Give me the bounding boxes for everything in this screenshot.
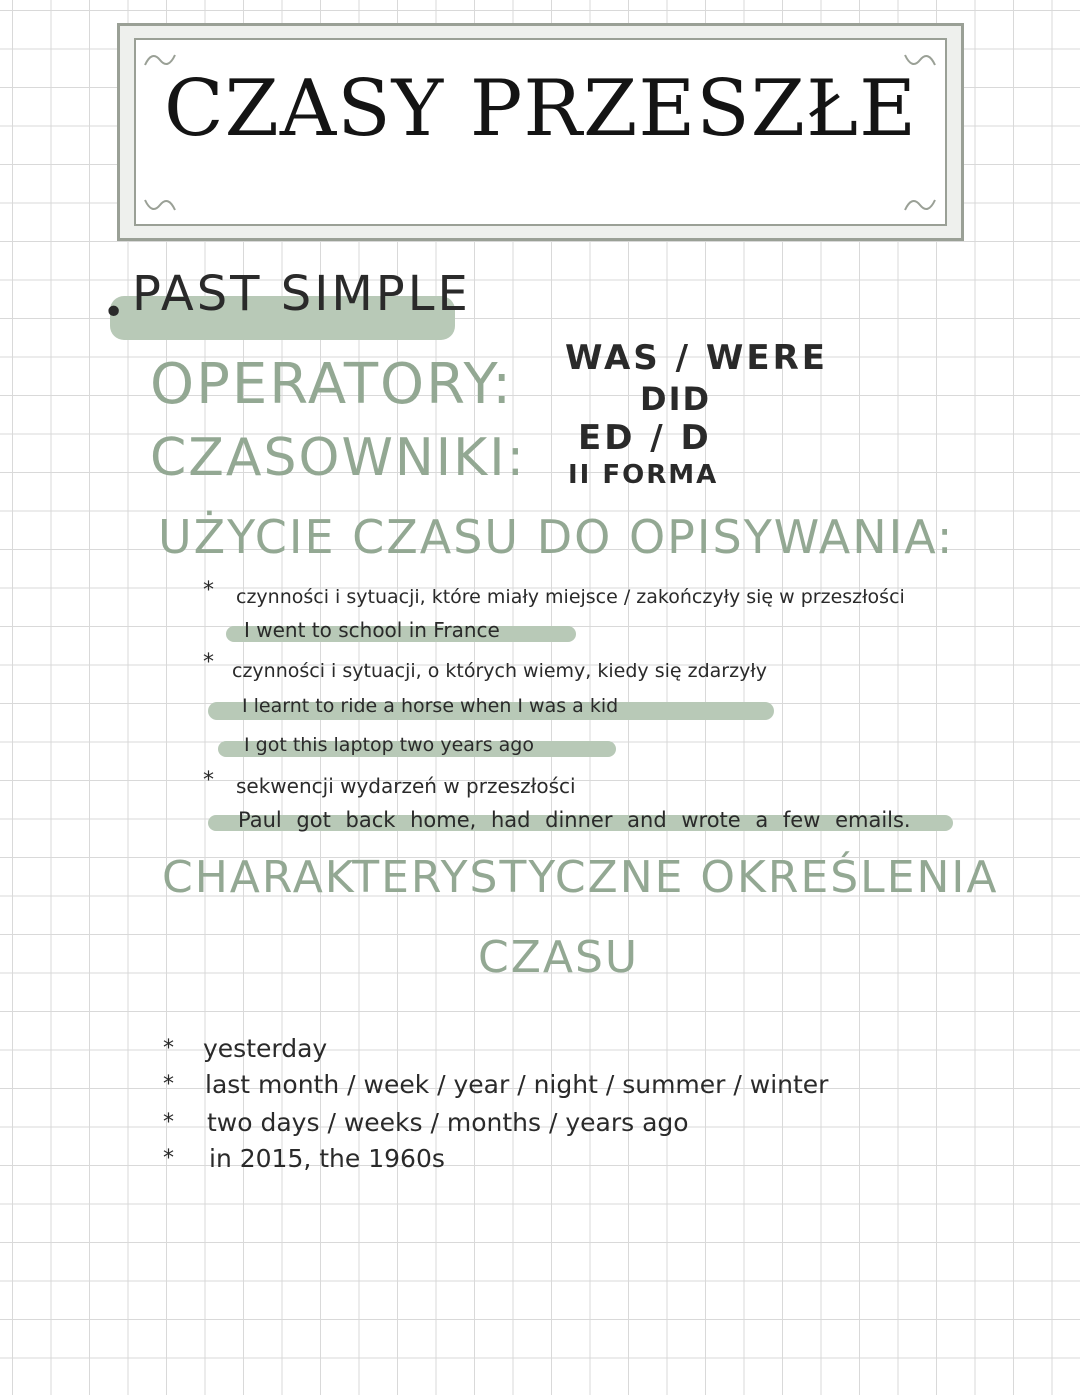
- usage-text: czynności i sytuacji, o których wiemy, kiedy się zdarzyły: [232, 660, 767, 682]
- usage-example: I went to school in France: [244, 618, 500, 642]
- time-expression: in 2015, the 1960s: [209, 1144, 445, 1173]
- time-expression: last month / week / year / night / summer / winter: [205, 1070, 829, 1099]
- verbs-value: ED / D: [578, 418, 712, 458]
- page-title: CZASY PRZESZŁE: [163, 64, 918, 154]
- section-title: PAST SIMPLE: [132, 266, 471, 322]
- usage-text: czynności i sytuacji, które miały miejsce / zakończyły się w przeszłości: [236, 586, 905, 608]
- time-heading: CHARAKTERYSTYCZNE OKREŚLENIA: [162, 852, 999, 903]
- usage-example: Paul got back home, had dinner and wrote a few emails.: [238, 808, 911, 832]
- verbs-label: CZASOWNIKI:: [150, 428, 527, 488]
- bullet-star: *: [163, 1072, 174, 1097]
- flourish-icon: [140, 190, 180, 220]
- bullet-dot: •: [103, 292, 125, 333]
- bullet-star: *: [163, 1110, 174, 1135]
- time-expression: two days / weeks / months / years ago: [207, 1108, 689, 1137]
- time-heading-2: CZASU: [478, 932, 640, 983]
- usage-heading: UŻYCIE CZASU DO OPISYWANIA:: [158, 510, 955, 564]
- bullet-star: *: [163, 1036, 174, 1061]
- verbs-value-form: II FORMA: [568, 460, 719, 490]
- bullet-star: *: [203, 650, 214, 675]
- operators-label: OPERATORY:: [150, 352, 514, 417]
- operators-value-did: DID: [640, 380, 712, 418]
- flourish-icon: [900, 190, 940, 220]
- bullet-star: *: [203, 578, 214, 603]
- bullet-star: *: [203, 768, 214, 793]
- time-expression: yesterday: [203, 1034, 328, 1063]
- usage-example: I learnt to ride a horse when I was a kid: [242, 695, 619, 717]
- bullet-star: *: [163, 1146, 174, 1171]
- usage-text: sekwencji wydarzeń w przeszłości: [236, 774, 576, 798]
- usage-example: I got this laptop two years ago: [244, 734, 534, 756]
- operators-value: WAS / WERE: [565, 338, 829, 378]
